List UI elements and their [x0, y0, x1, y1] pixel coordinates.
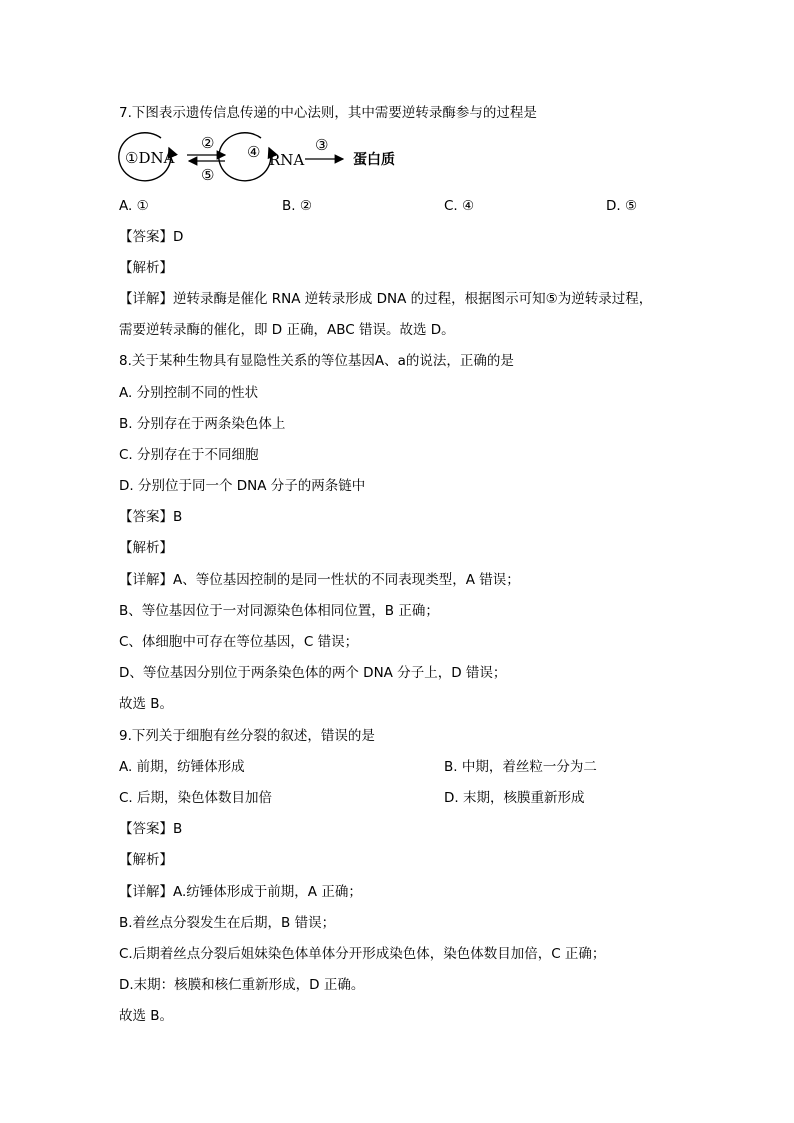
q9-option-c: C. 后期，染色体数目加倍: [119, 790, 273, 806]
process-3-label: ③: [315, 136, 329, 154]
q7-detail-line-2: 需要逆转录酶的催化，即 D 正确，ABC 错误。故选 D。: [119, 322, 455, 338]
q7-stem: 7.下图表示遗传信息传递的中心法则，其中需要逆转录酶参与的过程是: [119, 105, 537, 121]
q9-conclusion: 故选 B。: [119, 1008, 174, 1024]
q8-option-d: D. 分别位于同一个 DNA 分子的两条链中: [119, 478, 366, 494]
q9-option-a: A. 前期，纺锤体形成: [119, 759, 245, 775]
q8-detail-line: C、体细胞中可存在等位基因，C 错误；: [119, 634, 359, 650]
process-2-label: ②: [201, 134, 215, 152]
q9-detail-line: C.后期着丝点分裂后姐妹染色体单体分开形成染色体，染色体数目加倍，C 正确；: [119, 946, 606, 962]
rna-label: RNA: [269, 151, 305, 169]
q8-detail-line: D、等位基因分别位于两条染色体的两个 DNA 分子上，D 错误；: [119, 665, 507, 681]
q8-option-b: B. 分别存在于两条染色体上: [119, 416, 286, 432]
q8-conclusion: 故选 B。: [119, 696, 174, 712]
q7-option-a: A. ①: [119, 198, 149, 214]
q9-option-d: D. 末期，核膜重新形成: [444, 790, 585, 806]
q9-stem: 9.下列关于细胞有丝分裂的叙述，错误的是: [119, 728, 375, 744]
q9-detail-line: B.着丝点分裂发生在后期，B 错误；: [119, 915, 336, 931]
process-5-label: ⑤: [201, 166, 215, 184]
q8-option-c: C. 分别存在于不同细胞: [119, 447, 259, 463]
q7-analysis-title: 【解析】: [119, 260, 173, 276]
q9-analysis-title: 【解析】: [119, 852, 173, 868]
central-dogma-diagram: [117, 130, 407, 186]
q8-answer: 【答案】B: [119, 509, 183, 525]
q8-stem: 8.关于某种生物具有显隐性关系的等位基因A、a的说法，正确的是: [119, 353, 514, 369]
q9-answer: 【答案】B: [119, 821, 183, 837]
q9-option-b: B. 中期，着丝粒一分为二: [444, 759, 597, 775]
rna-loop-arrow: [219, 133, 271, 181]
q7-option-d: D. ⑤: [606, 198, 638, 214]
dna-label: ①DNA: [125, 149, 175, 167]
q9-detail-line: D.末期：核膜和核仁重新形成，D 正确。: [119, 977, 365, 993]
q7-detail-line-1: 【详解】逆转录酶是催化 RNA 逆转录形成 DNA 的过程，根据图示可知⑤为逆转录过程，: [119, 291, 653, 307]
protein-label: 蛋白质: [353, 152, 395, 168]
q8-detail-line: B、等位基因位于一对同源染色体相同位置，B 正确；: [119, 603, 439, 619]
q7-answer: 【答案】D: [119, 229, 184, 245]
q8-option-a: A. 分别控制不同的性状: [119, 385, 259, 401]
q7-option-b: B. ②: [282, 198, 312, 214]
q7-option-c: C. ④: [444, 198, 475, 214]
q8-analysis-title: 【解析】: [119, 540, 173, 556]
q8-detail-line: 【详解】A、等位基因控制的是同一性状的不同表现类型，A 错误；: [119, 572, 520, 588]
process-4-label: ④: [247, 143, 261, 161]
q9-detail-line: 【详解】A.纺锤体形成于前期，A 正确；: [119, 884, 362, 900]
